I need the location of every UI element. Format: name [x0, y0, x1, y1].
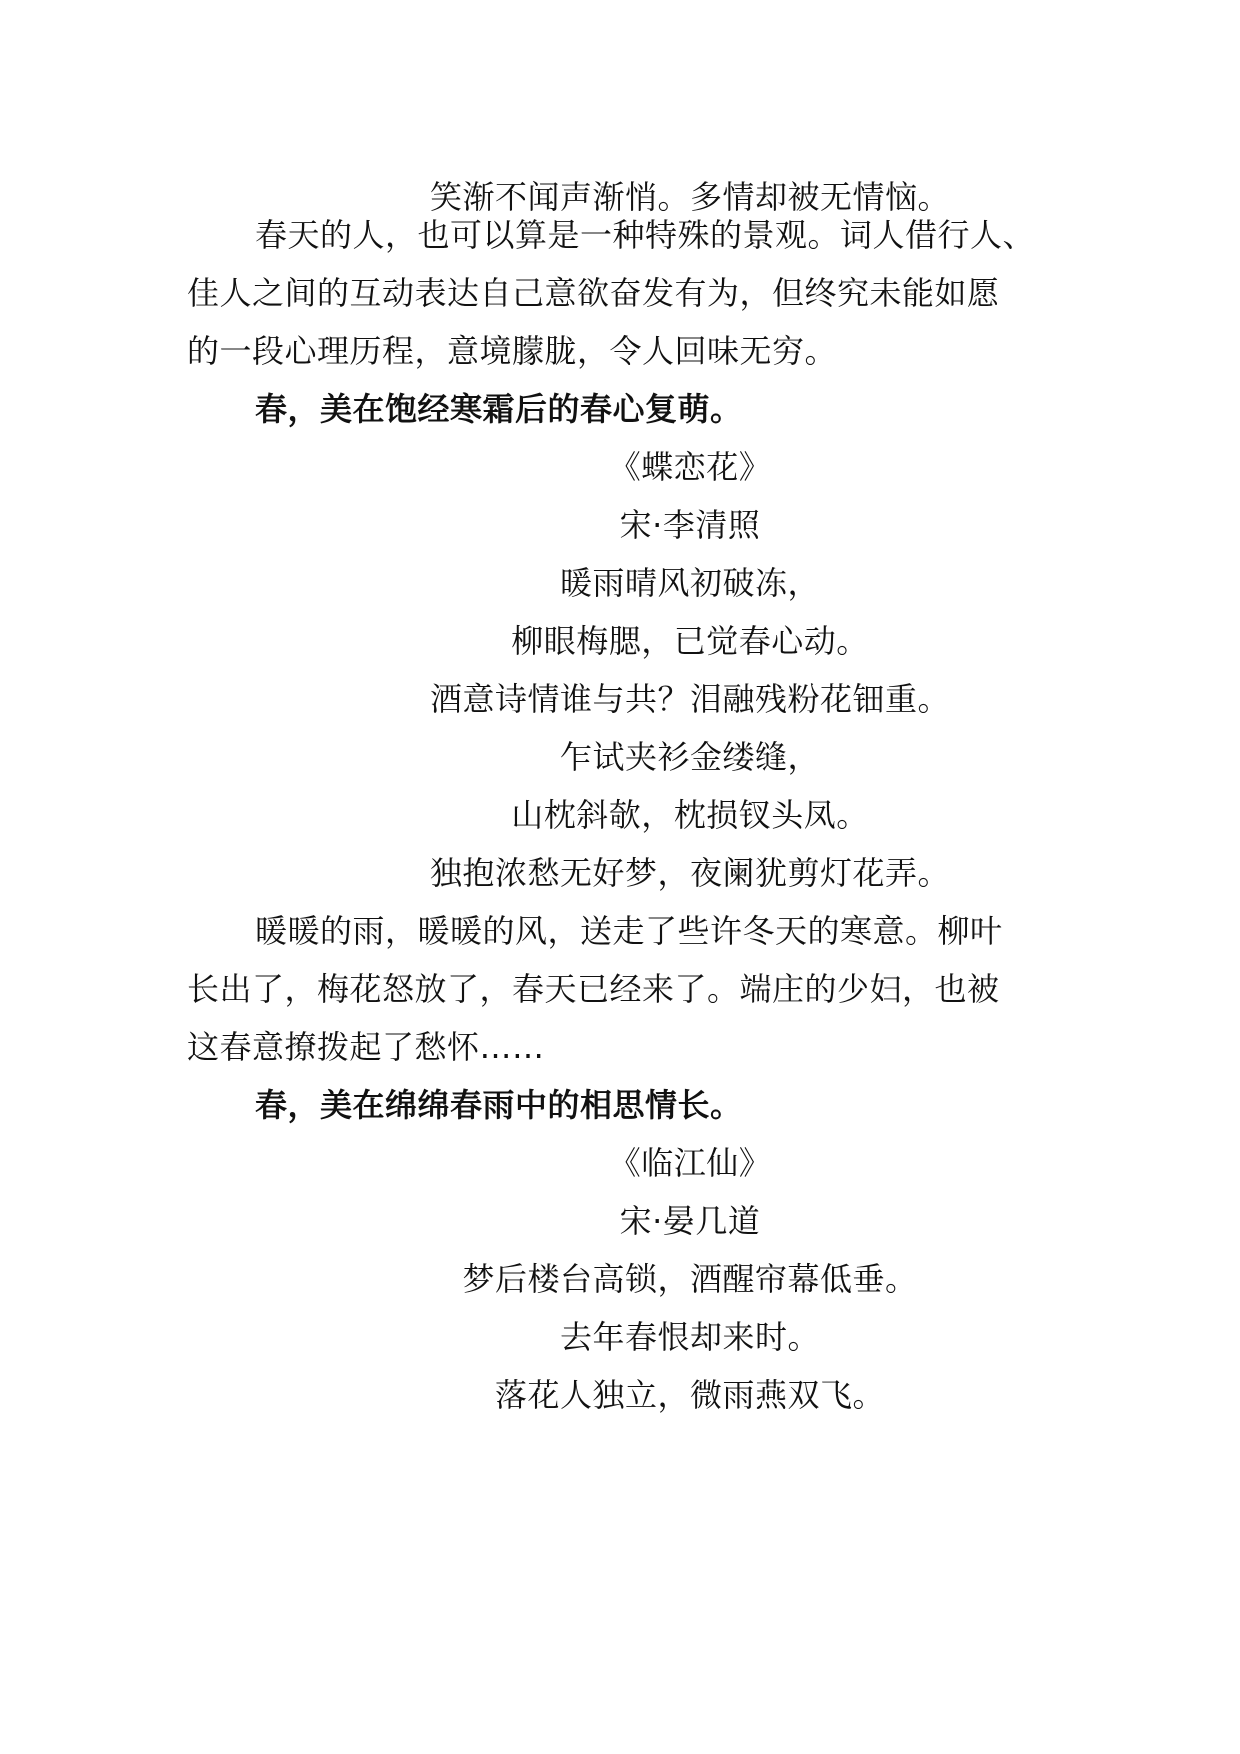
commentary-line: 这春意撩拨起了愁怀…… [187, 1028, 545, 1066]
poem-author: 宋·晏几道 [619, 1202, 761, 1240]
poem-line: 独抱浓愁无好梦，夜阑犹剪灯花弄。 [429, 854, 950, 892]
poem-author: 宋·李清照 [619, 506, 761, 544]
poem-line: 去年春恨却来时。 [559, 1318, 820, 1356]
poem-line: 酒意诗情谁与共？泪融残粉花钿重。 [429, 680, 950, 718]
poem-line: 落花人独立，微雨燕双飞。 [494, 1376, 885, 1414]
section-heading: 春，美在绵绵春雨中的相思情长。 [255, 1086, 743, 1124]
poem-line: 梦后楼台高锁，酒醒帘幕低垂。 [462, 1260, 918, 1298]
poem-line: 乍试夹衫金缕缝， [559, 738, 820, 776]
poem-line: 山枕斜欹，枕损钗头凤。 [511, 796, 869, 834]
poem-line: 柳眼梅腮，已觉春心动。 [511, 622, 869, 660]
commentary-line: 春天的人，也可以算是一种特殊的景观。词人借行人、 [255, 216, 1036, 254]
commentary-line: 佳人之间的互动表达自己意欲奋发有为，但终究未能如愿 [187, 274, 1000, 312]
section-heading: 春，美在饱经寒霜后的春心复萌。 [255, 390, 743, 428]
poem-title: 《蝶恋花》 [608, 448, 772, 486]
poem-line: 笑渐不闻声渐悄。多情却被无情恼。 [429, 178, 950, 216]
commentary-line: 的一段心理历程，意境朦胧，令人回味无穷。 [187, 332, 838, 370]
commentary-line: 暖暖的雨，暖暖的风，送走了些许冬天的寒意。柳叶 [255, 912, 1003, 950]
commentary-line: 长出了，梅花怒放了，春天已经来了。端庄的少妇，也被 [187, 970, 1000, 1008]
poem-line: 暖雨晴风初破冻， [559, 564, 820, 602]
poem-title: 《临江仙》 [608, 1144, 772, 1182]
